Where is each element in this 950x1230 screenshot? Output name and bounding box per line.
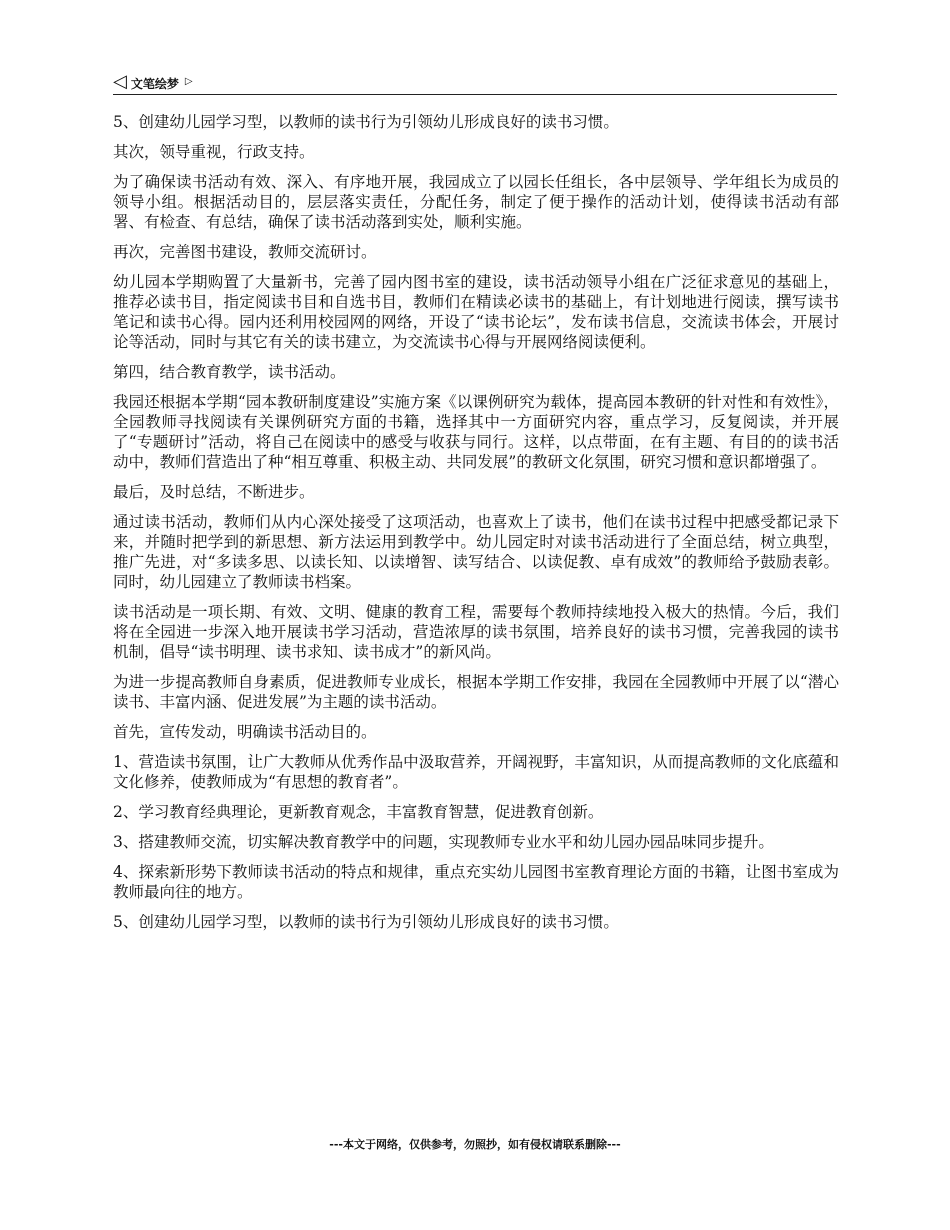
paragraph: 5、创建幼儿园学习型，以教师的读书行为引领幼儿形成良好的读书习惯。 bbox=[113, 113, 619, 131]
paragraph: 再次，完善图书建设，教师交流研讨。 bbox=[113, 243, 377, 261]
triangle-right-icon: ▷ bbox=[184, 75, 193, 87]
page-footer: ---本文于网络，仅供参考，勿照抄，如有侵权请联系删除--- bbox=[329, 1138, 621, 1151]
paragraph: 首先，宣传发动，明确读书活动目的。 bbox=[113, 723, 377, 741]
paragraph: 4、探索新形势下教师读书活动的特点和规律，重点充实幼儿园图书室教育理论方面的书籍，让图书室成为教师最向往的地方。 bbox=[113, 863, 839, 901]
paragraph: 3、搭建教师交流，切实解决教育教学中的问题，实现教师专业水平和幼儿园办园品味同步提升。 bbox=[113, 833, 774, 851]
header-title: 文笔绘梦 bbox=[130, 76, 179, 91]
paragraph: 幼儿园本学期购置了大量新书，完善了园内图书室的建设，读书活动领导小组在广泛征求意见的基础上，推荐必读书目，指定阅读书目和自选书目，教师们在精读必读书的基础上，有计划地进行阅读，撰写读书笔记和读书心得。园内还利用校园网的网络，开设了“读书论坛”，发布读书信息，交流读书体会，开展讨论等活动，同时与其它有关的读书建立，为交流读书心得与开展网络阅读便利。 bbox=[113, 273, 839, 351]
paragraph: 读书活动是一项长期、有效、文明、健康的教育工程，需要每个教师持续地投入极大的热情。今后，我们将在全园进一步深入地开展读书学习活动，营造浓厚的读书氛围，培养良好的读书习惯，完善我园的读书机制，倡导“读书明理、读书求知、读书成才”的新风尚。 bbox=[113, 603, 839, 661]
paragraph: 其次，领导重视，行政支持。 bbox=[113, 143, 315, 161]
paragraph: 1、营造读书氛围，让广大教师从优秀作品中汲取营养，开阔视野，丰富知识，从而提高教师的文化底蕴和文化修养，使教师成为“有思想的教育者”。 bbox=[113, 753, 839, 791]
paragraph: 为了确保读书活动有效、深入、有序地开展，我园成立了以园长任组长，各中层领导、学年组长为成员的领导小组。根据活动目的，层层落实责任，分配任务，制定了便于操作的活动计划，使得读书活动有部署、有检查、有总结，确保了读书活动落到实处，顺利实施。 bbox=[113, 173, 839, 231]
paragraph: 通过读书活动，教师们从内心深处接受了这项活动，也喜欢上了读书，他们在读书过程中把感受都记录下来，并随时把学到的新思想、新方法运用到教学中。幼儿园定时对读书活动进行了全面总结，树立典型，推广先进，对“多读多思、以读长知、以读增智、读写结合、以读促教、卓有成效”的教师给予鼓励表彰。同时，幼儿园建立了教师读书档案。 bbox=[113, 513, 839, 591]
triangle-left-icon: ◁ bbox=[113, 70, 127, 92]
paragraph: 为进一步提高教师自身素质，促进教师专业成长，根据本学期工作安排，我园在全园教师中开展了以“潜心读书、丰富内涵、促进发展”为主题的读书活动。 bbox=[113, 673, 839, 711]
paragraph: 第四，结合教育教学，读书活动。 bbox=[113, 363, 346, 381]
page-header bbox=[113, 72, 837, 95]
paragraph: 5、创建幼儿园学习型，以教师的读书行为引领幼儿形成良好的读书习惯。 bbox=[113, 913, 619, 931]
paragraph: 最后，及时总结，不断进步。 bbox=[113, 483, 315, 501]
document-body bbox=[113, 112, 839, 942]
paragraph: 2、学习教育经典理论，更新教育观念，丰富教育智慧，促进教育创新。 bbox=[113, 803, 604, 821]
paragraph: 我园还根据本学期“园本教研制度建设”实施方案《以课例研究为载体，提高园本教研的针对性和有效性》，全园教师寻找阅读有关课例研究方面的书籍，选择其中一方面研究内容，重点学习，反复阅读，并开展了“专题研讨”活动，将自己在阅读中的感受与收获与同行。这样，以点带面，在有主题、有目的的读书活动中，教师们营造出了种“相互尊重、积极主动、共同发展”的教研文化氛围，研究习惯和意识都增强了。 bbox=[113, 393, 839, 471]
